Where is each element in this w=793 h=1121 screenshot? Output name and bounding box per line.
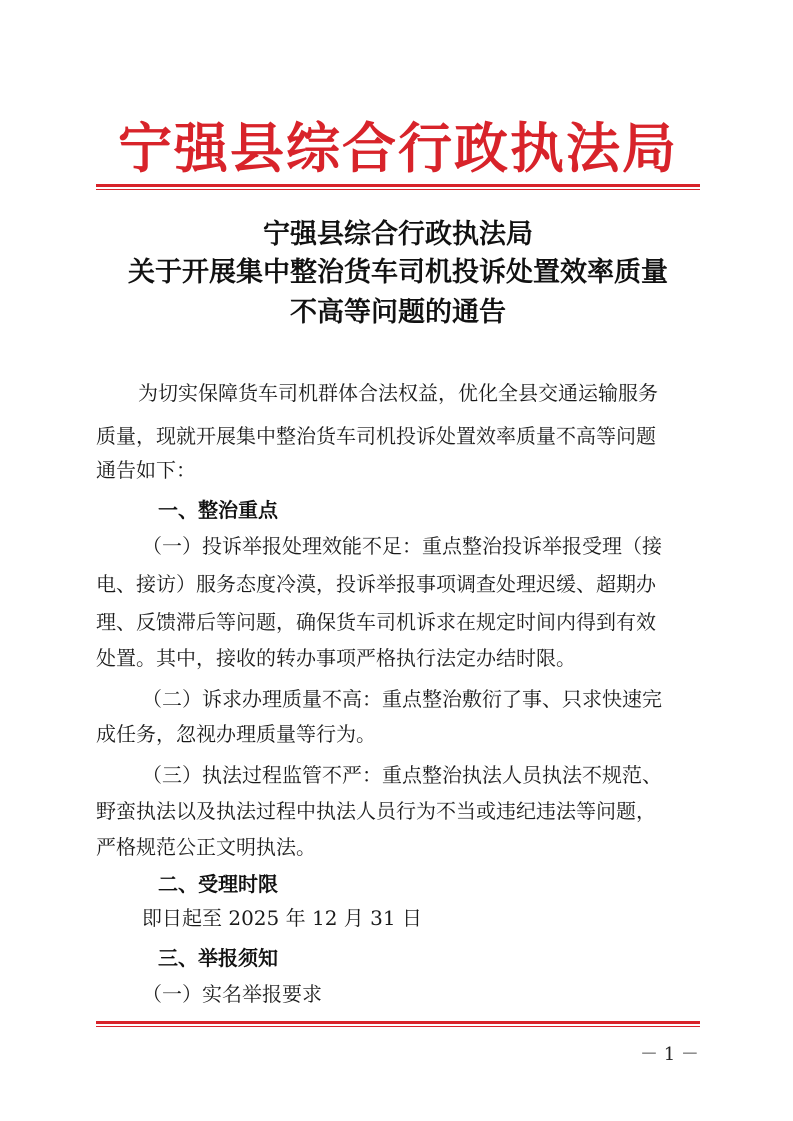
item1-line-3: 理、反馈滞后等问题，确保货车司机诉求在规定时间内得到有效 — [96, 610, 656, 634]
intro-line-1: 为切实保障货车司机群体合法权益，优化全县交通运输服务 — [138, 381, 658, 405]
item1-line-1: （一）投诉举报处理效能不足：重点整治投诉举报受理（接 — [142, 534, 662, 558]
notice-title-line-3: 不高等问题的通告 — [290, 297, 506, 328]
intro-line-3: 通告如下： — [96, 458, 196, 482]
section-2-text: 即日起至 2025 年 12 月 31 日 — [142, 906, 422, 930]
footer-rule-thick — [96, 1021, 700, 1024]
masthead-rule-thick — [96, 184, 700, 187]
section-3-heading: 三、举报须知 — [158, 946, 278, 970]
intro-line-2: 质量，现就开展集中整治货车司机投诉处置效率质量不高等问题 — [96, 424, 656, 448]
item2-line-2: 成任务，忽视办理质量等行为。 — [96, 722, 376, 746]
section-3-sub-1: （一）实名举报要求 — [142, 982, 322, 1006]
item1-line-2: 电、接访）服务态度冷漠，投诉举报事项调查处理迟缓、超期办 — [96, 572, 656, 596]
item3-line-1: （三）执法过程监管不严：重点整治执法人员执法不规范、 — [142, 763, 662, 787]
notice-title-line-2: 关于开展集中整治货车司机投诉处置效率质量 — [128, 257, 668, 288]
item3-line-3: 严格规范公正文明执法。 — [96, 835, 316, 859]
masthead-title: 宁强县综合行政执法局 — [118, 116, 678, 180]
page-number: － 1 － — [640, 1044, 699, 1065]
item3-line-2: 野蛮执法以及执法过程中执法人员行为不当或违纪违法等问题， — [96, 799, 656, 823]
section-2-heading: 二、受理时限 — [158, 872, 278, 896]
section-1-heading: 一、整治重点 — [158, 498, 278, 522]
item1-line-4: 处置。其中，接收的转办事项严格执行法定办结时限。 — [96, 646, 576, 670]
footer-rule-thin — [96, 1026, 700, 1027]
notice-title-line-1: 宁强县综合行政执法局 — [263, 219, 533, 250]
masthead-rule-thin — [96, 189, 700, 190]
item2-line-1: （二）诉求办理质量不高：重点整治敷衍了事、只求快速完 — [142, 687, 662, 711]
